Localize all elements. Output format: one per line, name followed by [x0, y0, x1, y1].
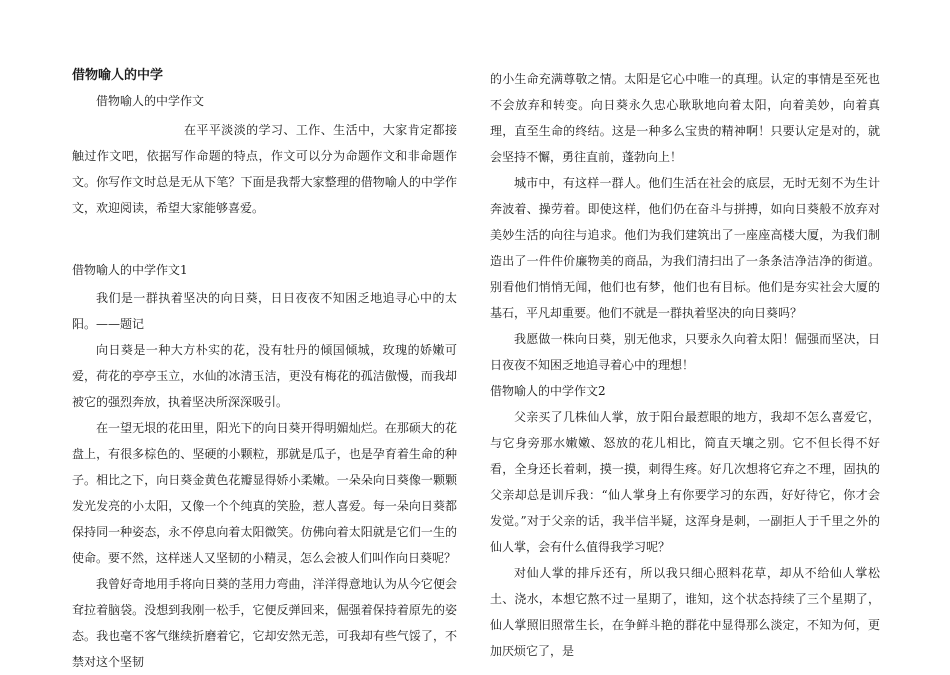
paragraph: 对仙人掌的排斥还有，所以我只细心照料花草，却从不给仙人掌松土、浇水，本想它熬不过一星期了，谁知，这个状态持续了三个星期了，仙人掌照旧照常生长，在争鲜斗艳的群花中显得那么淡定，不知为何，更加厌烦它了，是	[490, 566, 880, 658]
paragraph: 向日葵是一种大方朴实的花，没有牡丹的倾国倾城，玫瑰的娇嫩可爱，荷花的亭亭玉立，水仙的冰清玉洁，更没有梅花的孤洁傲慢，而我却被它的强烈奔放，执着坚决所深深吸引。	[72, 343, 457, 409]
section-spacer	[72, 221, 457, 255]
essay-1-heading: 借物喻人的中学作文1	[72, 263, 188, 277]
left-column	[72, 66, 457, 675]
intro-paragraph: 在平平淡淡的学习、工作、生活中，大家肯定都接触过作文吧，依据写作命题的特点，作文可以分为命题作文和非命题作文。你写作文时总是无从下笔？下面是我帮大家整理的借物喻人的中学作文，欢迎阅读，希望大家能够喜爱。	[72, 123, 457, 215]
right-column	[490, 66, 880, 664]
essay-2-heading: 借物喻人的中学作文2	[490, 384, 606, 398]
paragraph: 在一望无垠的花田里，阳光下的向日葵开得明媚灿烂。在那硕大的花盘上，有很多棕色的、坚硬的小颗粒，那就是瓜子，也是孕育着生命的种子。相比之下，向日葵金黄色花瓣显得娇小柔嫩。一朵朵向日葵像一颗颗发光发亮的小太阳，又像一个个纯真的笑脸，惹人喜爱。每一朵向日葵都保持同一种姿态，永不停息向着太阳微笑。仿佛向着太阳就是它们一生的使命。要不然，这样迷人又坚韧的小精灵，怎么会被人们叫作向日葵呢？	[72, 421, 457, 565]
document-title: 借物喻人的中学	[72, 68, 164, 83]
paragraph: 我们是一群执着坚决的向日葵，日日夜夜不知困乏地追寻心中的太阳。——题记	[72, 291, 457, 331]
paragraph: 我曾好奇地用手将向日葵的茎用力弯曲，洋洋得意地认为从今它便会耷拉着脑袋。没想到我刚一松手，它便反弹回来，倔强着保持着原先的姿态。我也毫不客气继续折磨着它，它却安然无恙，可我却有些气馁了，不禁对这个坚韧	[72, 577, 457, 669]
document-subtitle: 借物喻人的中学作文	[96, 94, 205, 108]
paragraph: 父亲买了几株仙人掌，放于阳台最惹眼的地方，我却不怎么喜爱它，与它身旁那水嫩嫩、怒放的花儿相比，简直天壤之别。它不但长得不好看，全身还长着刺，摸一摸，刺得生疼。好几次想将它弃之不理，固执的父亲却总是训斥我：“仙人掌身上有你要学习的东西，好好待它，你才会发觉。”对于父亲的话，我半信半疑，这浑身是刺，一副拒人于千里之外的仙人掌，会有什么值得我学习呢？	[490, 410, 880, 554]
paragraph: 我愿做一株向日葵，别无他求，只要永久向着太阳！倔强而坚决，日日夜夜不知困乏地追寻着心中的理想！	[490, 332, 880, 372]
paragraph: 城市中，有这样一群人。他们生活在社会的底层，无时无刻不为生计奔波着、操劳着。即使这样，他们仍在奋斗与拼搏，如向日葵般不放弃对美妙生活的向往与追求。他们为我们建筑出了一座座高楼大厦，为我们制造出了一件件价廉物美的商品，为我们清扫出了一条条洁净洁净的街道。别看他们悄悄无闻，他们也有梦，他们也有目标。他们是夯实社会大厦的基石，平凡却重要。他们不就是一群执着坚决的向日葵吗？	[490, 176, 880, 320]
paragraph-continued: 的小生命充满尊敬之情。太阳是它心中唯一的真理。认定的事情是至死也不会放弃和转变。向日葵永久忠心耿耿地向着太阳，向着美妙，向着真理，直至生命的终结。这是一种多么宝贵的精神啊！只要认定是对的，就会坚持不懈，勇往直前，蓬勃向上！	[490, 72, 880, 164]
